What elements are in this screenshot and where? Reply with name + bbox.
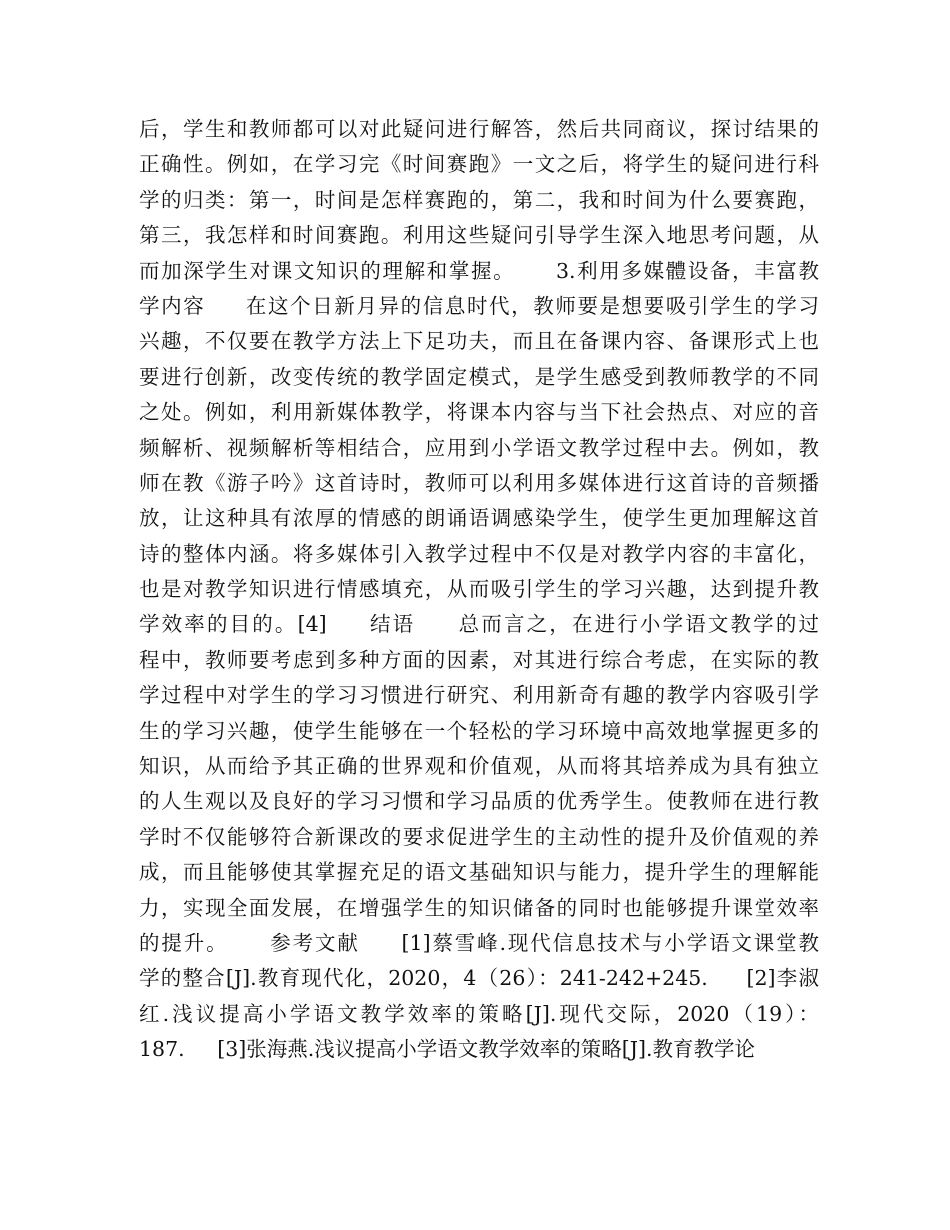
text-line: 的提升。 参考文献 [1]蔡雪峰.现代信息技术与小学语文课堂教: [139, 930, 819, 955]
text-line: 师在教《游子吟》这首诗时，教师可以利用多媒体进行这首诗的音频播: [139, 470, 819, 495]
text-line: 成，而且能够使其掌握充足的语文基础知识与能力，提升学生的理解能: [139, 860, 819, 885]
text-line: 学的整合[J].教育现代化，2020，4（26）：241-242+245. [2]李淑: [139, 966, 819, 991]
text-line: 也是对教学知识进行情感填充，从而吸引学生的学习兴趣，达到提升教: [139, 577, 819, 602]
text-line: 正确性。例如，在学习完《时间赛跑》一文之后，将学生的疑问进行科: [139, 152, 819, 177]
text-line: 而加深学生对课文知识的理解和掌握。 3.利用多媒體设备，丰富教: [139, 258, 819, 283]
text-line: 频解析、视频解析等相结合，应用到小学语文教学过程中去。例如，教: [139, 435, 819, 460]
text-line: 要进行创新，改变传统的教学固定模式，是学生感受到教师教学的不同: [139, 364, 819, 389]
text-line: 187. [3]张海燕.浅议提高小学语文教学效率的策略[J].教育教学论: [139, 1037, 756, 1062]
text-line: 知识，从而给予其正确的世界观和价值观，从而将其培养成为具有独立: [139, 754, 819, 779]
text-line: 学内容 在这个日新月异的信息时代，教师要是想要吸引学生的学习: [139, 293, 819, 318]
text-line: 生的学习兴趣，使学生能够在一个轻松的学习环境中高效地掌握更多的: [139, 718, 819, 743]
text-line: 第三，我怎样和时间赛跑。利用这些疑问引导学生深入地思考问题，从: [139, 223, 819, 248]
text-line: 后，学生和教师都可以对此疑问进行解答，然后共同商议，探讨结果的: [139, 117, 819, 141]
text-line: 学效率的目的。[4] 结语 总而言之，在进行小学语文教学的过: [139, 612, 819, 637]
text-line: 放，让这种具有浓厚的情感的朗诵语调感染学生，使学生更加理解这首: [139, 506, 819, 531]
text-line: 学时不仅能够符合新课改的要求促进学生的主动性的提升及价值观的养: [139, 824, 819, 849]
text-line: 的人生观以及良好的学习习惯和学习品质的优秀学生。使教师在进行教: [139, 789, 819, 814]
text-line: 之处。例如，利用新媒体教学，将课本内容与当下社会热点、对应的音: [139, 400, 819, 425]
text-line: 学过程中对学生的学习习惯进行研究、利用新奇有趣的教学内容吸引学: [139, 683, 819, 708]
text-line: 学的归类：第一，时间是怎样赛跑的，第二，我和时间为什么要赛跑，: [139, 187, 819, 212]
text-line: 诗的整体内涵。将多媒体引入教学过程中不仅是对教学内容的丰富化，: [139, 541, 819, 566]
text-line: 兴趣，不仅要在教学方法上下足功夫，而且在备课内容、备课形式上也: [139, 329, 819, 354]
text-line: 程中，教师要考虑到多种方面的因素，对其进行综合考虑，在实际的教: [139, 647, 819, 672]
text-line: 红.浅议提高小学语文教学效率的策略[J].现代交际，2020（19）：: [139, 1001, 819, 1026]
text-line: 力，实现全面发展，在增强学生的知识储备的同时也能够提升课堂效率: [139, 895, 819, 920]
body-text: [139, 112, 819, 1068]
